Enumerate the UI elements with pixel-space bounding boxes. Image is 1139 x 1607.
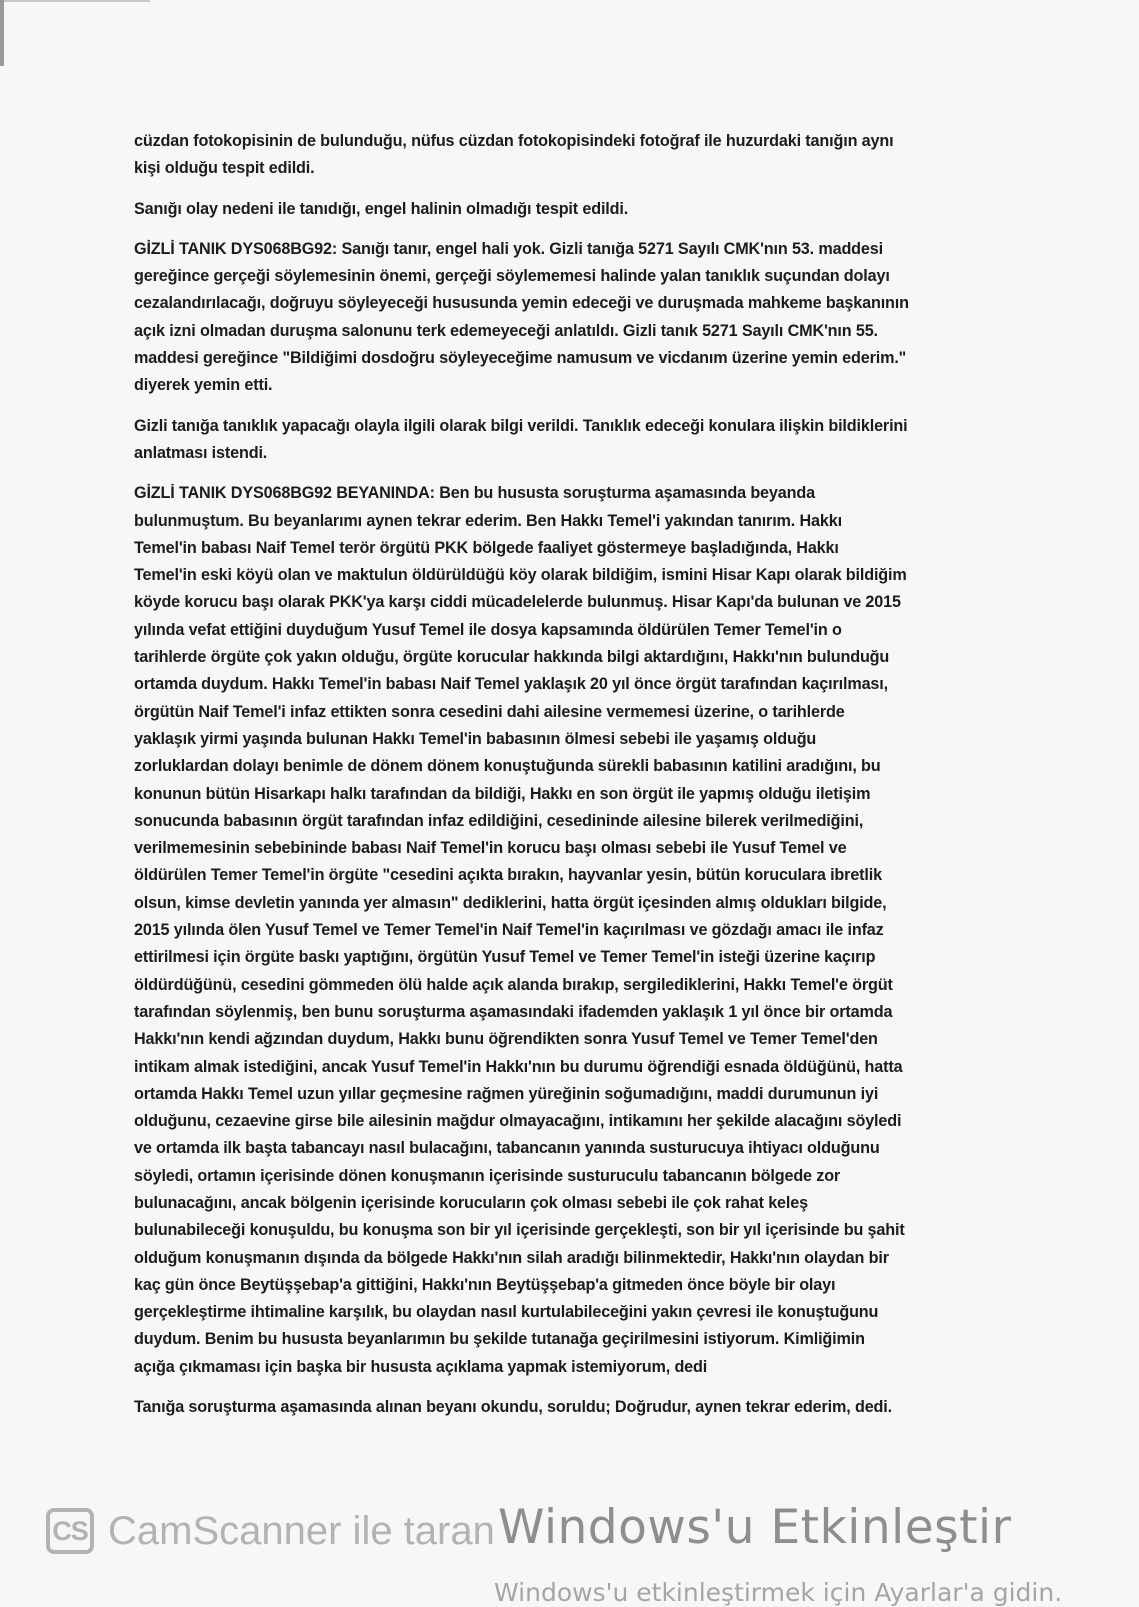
paragraph-information	[134, 413, 1014, 468]
text-line: zorluklardan dolayı benimle de dönem dönem konuştuğunda sürekli babasının katilini aradığını, bu	[134, 757, 881, 776]
text-line: söyledi, ortamın içerisinde dönen konuşmanın içerisinde susturuculu tabancanın bölgede zor	[134, 1166, 841, 1185]
text-line: cüzdan fotokopisinin de bulunduğu, nüfus cüzdan fotokopisindeki fotoğraf ile huzurdaki tanığın aynı	[134, 132, 894, 150]
text-line: sonucunda babasının örgüt tarafından infaz edildiğini, cesedininde ailesine bilerek verilmediğini,	[134, 811, 864, 830]
text-line: Hakkı'nın kendi ağzından duydum, Hakkı bunu öğrendikten sonra Yusuf Temel ve Temer Temel'den	[134, 1030, 878, 1049]
text-line: konunun bütün Hisarkapı halkı tarafından da bildiği, Hakkı en son örgüt ile yapmış olduğu iletişim	[134, 784, 871, 803]
text-line: yaklaşık yirmi yaşında bulunan Hakkı Temel'in babasının ölmesi sebebi ile yaşamış olduğu	[134, 729, 817, 748]
document-body	[134, 128, 1014, 1434]
text-line: Temel'in eski köyü olan ve maktulun öldürüldüğü köy olarak bildiğim, ismini Hisar Kapı olarak bildiğim	[134, 566, 907, 585]
camscanner-logo-icon: CS	[46, 1508, 94, 1554]
text-line: bulunacağını, ancak bölgenin içerisinde korucuların çok olması sebebi ile çok rahat keleş	[134, 1193, 808, 1212]
text-line: kaç gün önce Beytüşşebap'a gittiğini, Hakkı'nın Beytüşşebap'a gitmeden önce böyle bir olayı	[134, 1275, 836, 1294]
text-line: Sanığı olay nedeni ile tanıdığı, engel halinin olmadığı tespit edildi.	[134, 199, 629, 218]
windows-activation-title: Windows'u Etkinleştir	[498, 1500, 1012, 1555]
text-line: GİZLİ TANIK DYS068BG92 BEYANINDA: Ben bu hususta soruşturma aşamasında beyanda	[134, 484, 815, 503]
text-line: Tanığa soruşturma aşamasında alınan beyanı okundu, soruldu; Doğrudur, aynen tekrar ederim, dedi.	[134, 1398, 892, 1417]
text-line: intikam almak istediğini, ancak Yusuf Temel'in Hakkı'nın bu durumu öğrendiği esnada öldüğünü, hatta	[134, 1057, 903, 1076]
scan-edge-left	[0, 0, 4, 66]
text-line: cezalandırılacağı, doğruyu söyleyeceği hususunda yemin edeceği ve duruşmada mahkeme başkanının	[134, 294, 909, 313]
text-line: anlatması istendi.	[134, 443, 268, 462]
text-line: bulunabileceği konuşuldu, bu konuşma son bir yıl içerisinde gerçekleşti, son bir yıl içerisinde bu şahit	[134, 1221, 905, 1240]
windows-activation-subtitle: Windows'u etkinleştirmek için Ayarlar'a gidin.	[494, 1578, 1063, 1607]
text-line: gereğince gerçeği söylemesinin önemi, gerçeği söylememesi halinde yalan tanıklık suçundan dolayı	[134, 267, 890, 286]
paragraph-statement	[134, 480, 1014, 1381]
text-line: örgütün Naif Temel'i infaz ettikten sonra cesedini dahi ailesine vermemesi üzerine, o tarihlerde	[134, 702, 845, 721]
text-line: yılında vefat ettiğini duyduğum Yusuf Temel ile dosya kapsamında öldürülen Temer Temel'in o	[134, 620, 842, 639]
text-line: olduğunu, cezaevine girse bile ailesinin mağdur olmayacağını, intikamını her şekilde alacağını söyledi	[134, 1112, 902, 1131]
text-line: bulunmuştum. Bu beyanlarımı aynen tekrar ederim. Ben Hakkı Temel'i yakından tanırım. Hakkı	[134, 511, 842, 530]
text-line: öldürülen Temer Temel'in örgüte "cesedini açıkta bırakın, hayvanlar yesin, bütün koruculara ibretlik	[134, 866, 882, 885]
text-line: kişi olduğu tespit edildi.	[134, 159, 315, 178]
text-line: GİZLİ TANIK DYS068BG92: Sanığı tanır, engel hali yok. Gizli tanığa 5271 Sayılı CMK'nın 53. maddesi	[134, 239, 883, 258]
text-line: köyde korucu başı olarak PKK'ya karşı ciddi mücadelelerde bulunmuş. Hisar Kapı'da bulunan ve 2015	[134, 593, 901, 612]
text-line: Temel'in babası Naif Temel terör örgütü PKK bölgede faaliyet göstermeye başladığında, Hakkı	[134, 538, 839, 557]
paragraph-identity	[134, 128, 1014, 183]
text-line: maddesi gereğince "Bildiğimi dosdoğru söyleyeceğime namusum ve vicdanım üzerine yemin ederim."	[134, 349, 907, 368]
text-line: verilmemesinin sebebininde babası Naif Temel'in korucu başı olması sebebi ile Yusuf Temel ve	[134, 839, 847, 858]
text-line: gerçekleştirme ihtimaline karşılık, bu olaydan nasıl kurtulabileceğini yakın çevresi ile konuştuğunu	[134, 1303, 879, 1322]
text-line: açık izni olmadan duruşma salonunu terk edemeyeceği anlatıldı. Gizli tanık 5271 Sayılı CMK'nın 55.	[134, 321, 878, 340]
text-line: 2015 yılında ölen Yusuf Temel ve Temer Temel'in Naif Temel'in kaçırılması ve gözdağı amacı ile infaz	[134, 921, 884, 940]
text-line: öldürdüğünü, cesedini gömmeden ölü halde açık alanda bırakıp, sergilediklerini, Hakkı Temel'e örgüt	[134, 975, 893, 994]
text-line: tarafından söylenmiş, ben bunu soruşturma aşamasındaki ifademden yaklaşık 1 yıl önce bir ortamda	[134, 1002, 893, 1021]
text-line: ve ortamda ilk başta tabancayı nasıl bulacağını, tabancanın yanında susturucuya ihtiyacı olduğunu	[134, 1139, 880, 1158]
camscanner-text: CamScanner ile taran	[108, 1508, 495, 1553]
paragraph-confirmation	[134, 1394, 1014, 1421]
text-line: açığa çıkmaması için başka bir hususta açıklama yapmak istemiyorum, dedi	[134, 1357, 708, 1376]
text-line: ortamda duydum. Hakkı Temel'in babası Naif Temel yaklaşık 20 yıl önce örgüt tarafından kaçırılması,	[134, 675, 888, 694]
camscanner-watermark	[46, 1508, 495, 1554]
paragraph-oath	[134, 236, 1014, 400]
text-line: olsun, kimse devletin yanında yer almasın" dediklerini, hatta örgüt içesinden almış oldukları bilgide,	[134, 893, 887, 912]
paragraph-defendant	[134, 196, 1014, 223]
text-line: olduğum konuşmanın dışında da bölgede Hakkı'nın silah aradığı bilinmektedir, Hakkı'nın olaydan bir	[134, 1248, 889, 1267]
text-line: tarihlerde örgüte çok yakın olduğu, örgüte korucular hakkında bilgi aktardığını, Hakkı'nın bulunduğu	[134, 648, 890, 667]
text-line: diyerek yemin etti.	[134, 376, 273, 395]
text-line: ettirilmesi için örgüte baskı yaptığını, örgütün Yusuf Temel ve Temer Temel'in isteği üzerine kaçırıp	[134, 948, 876, 967]
scan-edge-top	[0, 0, 150, 2]
text-line: ortamda Hakkı Temel uzun yıllar geçmesine rağmen yüreğinin soğumadığını, maddi durumunun iyi	[134, 1084, 879, 1103]
text-line: Gizli tanığa tanıklık yapacağı olayla ilgili olarak bilgi verildi. Tanıklık edeceği konulara ilişkin bildiklerini	[134, 416, 908, 435]
text-line: duydum. Benim bu hususta beyanlarımın bu şekilde tutanağa geçirilmesini istiyorum. Kimliğimin	[134, 1330, 865, 1349]
